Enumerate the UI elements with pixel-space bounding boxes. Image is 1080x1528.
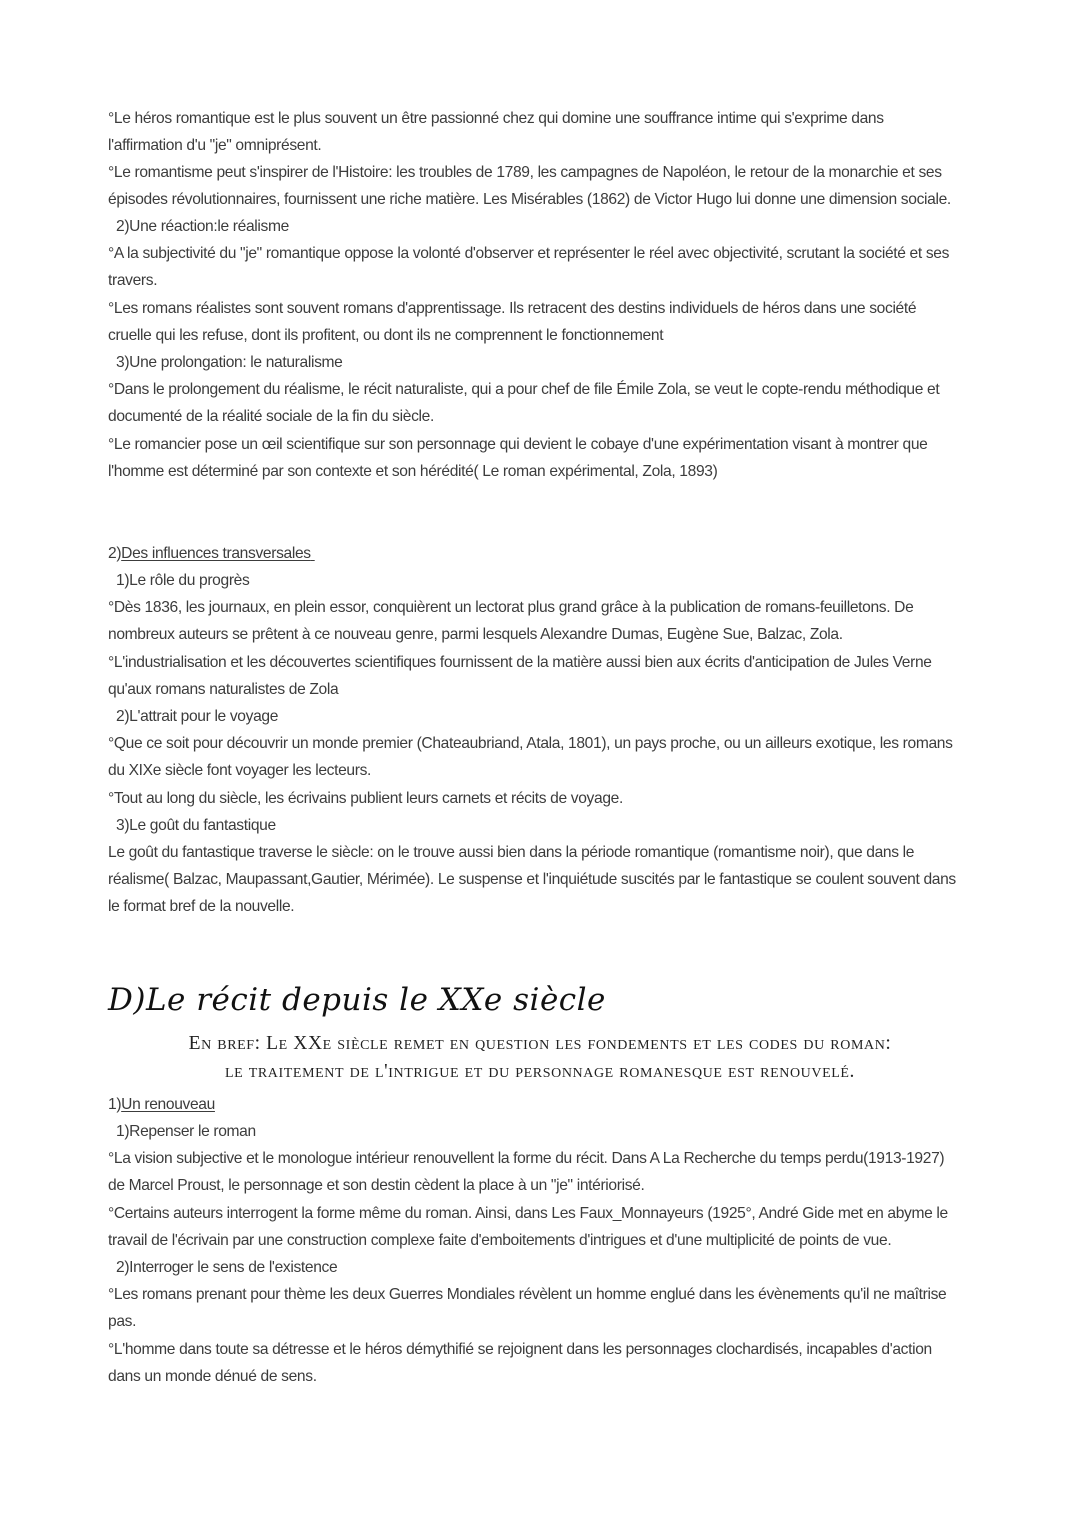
text-line: nombreux auteurs se prêtent à ce nouveau genre, parmi lesquels Alexandre Dumas, Eugène Sue, Balzac, Zola. (108, 626, 843, 643)
text-line: dans un monde dénué de sens. (108, 1368, 317, 1385)
subheading-fantastique: 3)Le goût du fantastique (116, 817, 276, 834)
text-line: de Marcel Proust, le personnage et son destin cèdent la place à un "je" intériorisé. (108, 1177, 645, 1194)
heading-number: 2) (108, 545, 122, 562)
text-line: qu'aux romans naturalistes de Zola (108, 681, 339, 698)
section-heading-influences (108, 540, 978, 567)
subheading-existence: 2)Interroger le sens de l'existence (116, 1259, 338, 1276)
text-line: travers. (108, 272, 158, 289)
text-line: réalisme( Balzac, Maupassant,Gautier, Mérimée). Le suspense et l'inquiétude suscités par le fantastique se coulent souvent dans (108, 871, 956, 888)
text-line: travail de l'écrivain par une construction complexe faite d'emboitements d'intrigues et d'une multiplicité de points de vue. (108, 1232, 892, 1249)
text-line: °Certains auteurs interrogent la forme même du roman. Ainsi, dans Les Faux_Monnayeurs (1925°, André Gide met en abyme le (108, 1205, 948, 1222)
text-line: pas. (108, 1313, 137, 1330)
text-line: documenté de la réalité sociale de la fin du siècle. (108, 408, 434, 425)
text-line: °Les romans prenant pour thème les deux Guerres Mondiales révèlent un homme englué dans les évènements qu'il ne maîtrise (108, 1286, 947, 1303)
heading-text: Un renouveau (121, 1096, 215, 1113)
text-line: °La vision subjective et le monologue intérieur renouvellent la forme du récit. Dans A La Recherche du temps perdu(1913-1927) (108, 1150, 945, 1167)
text-line: °Dans le prolongement du réalisme, le récit naturaliste, qui a pour chef de file Émile Zola, se veut le copte-rendu méthodique et (108, 381, 940, 398)
text-line: du XIXe siècle font voyager les lecteurs. (108, 762, 372, 779)
subheading-realisme: 2)Une réaction:le réalisme (116, 218, 289, 235)
text-line: l'homme est déterminé par son contexte et son hérédité( Le roman expérimental, Zola, 1893) (108, 463, 718, 480)
text-line: °Que ce soit pour découvrir un monde premier (Chateaubriand, Atala, 1801), un pays proche, ou un ailleurs exotique, les romans (108, 735, 953, 752)
heading-underline-tail (311, 545, 315, 562)
text-line: °Les romans réalistes sont souvent romans d'apprentissage. Ils retracent des destins individuels de héros dans une société (108, 300, 917, 317)
text-line: l'affirmation d'u "je" omniprésent. (108, 137, 322, 154)
text-line: cruelle qui les refuse, dont ils profitent, ou dont ils ne comprennent le fonctionnement (108, 327, 664, 344)
text-line: °A la subjectivité du "je" romantique oppose la volonté d'observer et représenter le réel avec objectivité, scrutant la société et ses (108, 245, 950, 262)
summary-line: le traitement de l'intrigue et du personnage romanesque est renouvelé. (224, 1061, 856, 1082)
text-line: °L'homme dans toute sa détresse et le héros démythifié se rejoignent dans les personnages clochardisés, incapables d'action (108, 1341, 932, 1358)
text-line: °Tout au long du siècle, les écrivains publient leurs carnets et récits de voyage. (108, 790, 623, 807)
summary-line: En bref: Le XXe siècle remet en question les fondements et les codes du roman: (188, 1033, 892, 1054)
section-heading-renouveau (108, 1091, 978, 1118)
text-line: °Le romantisme peut s'inspirer de l'Histoire: les troubles de 1789, les campagnes de Napoléon, le retour de la monarchie et ses (108, 164, 942, 181)
text-line: le format bref de la nouvelle. (108, 898, 295, 915)
text-line: °Le héros romantique est le plus souvent un être passionné chez qui domine une souffrance intime qui s'exprime dans (108, 110, 884, 127)
heading-text: Des influences transversales (121, 545, 311, 562)
subheading-voyage: 2)L'attrait pour le voyage (116, 708, 279, 725)
subheading-naturalisme: 3)Une prolongation: le naturalisme (116, 354, 343, 371)
text-line: °Dès 1836, les journaux, en plein essor, conquièrent un lectorat plus grand grâce à la publication de romans-feuilletons. De (108, 599, 914, 616)
text-line: Le goût du fantastique traverse le siècle: on le trouve aussi bien dans la période romantique (romantisme noir), que dans le (108, 844, 915, 861)
text-line: °Le romancier pose un œil scientifique sur son personnage qui devient le cobaye d'une expérimentation visant à montrer que (108, 436, 928, 453)
section-title: D)Le récit depuis le XXe siècle (108, 982, 606, 1018)
text-line: épisodes révolutionnaires, fournissent une riche matière. Les Misérables (1862) de Victor Hugo lui donne une dimension sociale. (108, 191, 951, 208)
heading-number: 1) (108, 1096, 122, 1113)
subheading-repenser: 1)Repenser le roman (116, 1123, 256, 1140)
text-line: °L'industrialisation et les découvertes scientifiques fournissent de la matière aussi bien aux écrits d'anticipation de Jules Verne (108, 654, 932, 671)
subheading-progres: 1)Le rôle du progrès (116, 572, 250, 589)
